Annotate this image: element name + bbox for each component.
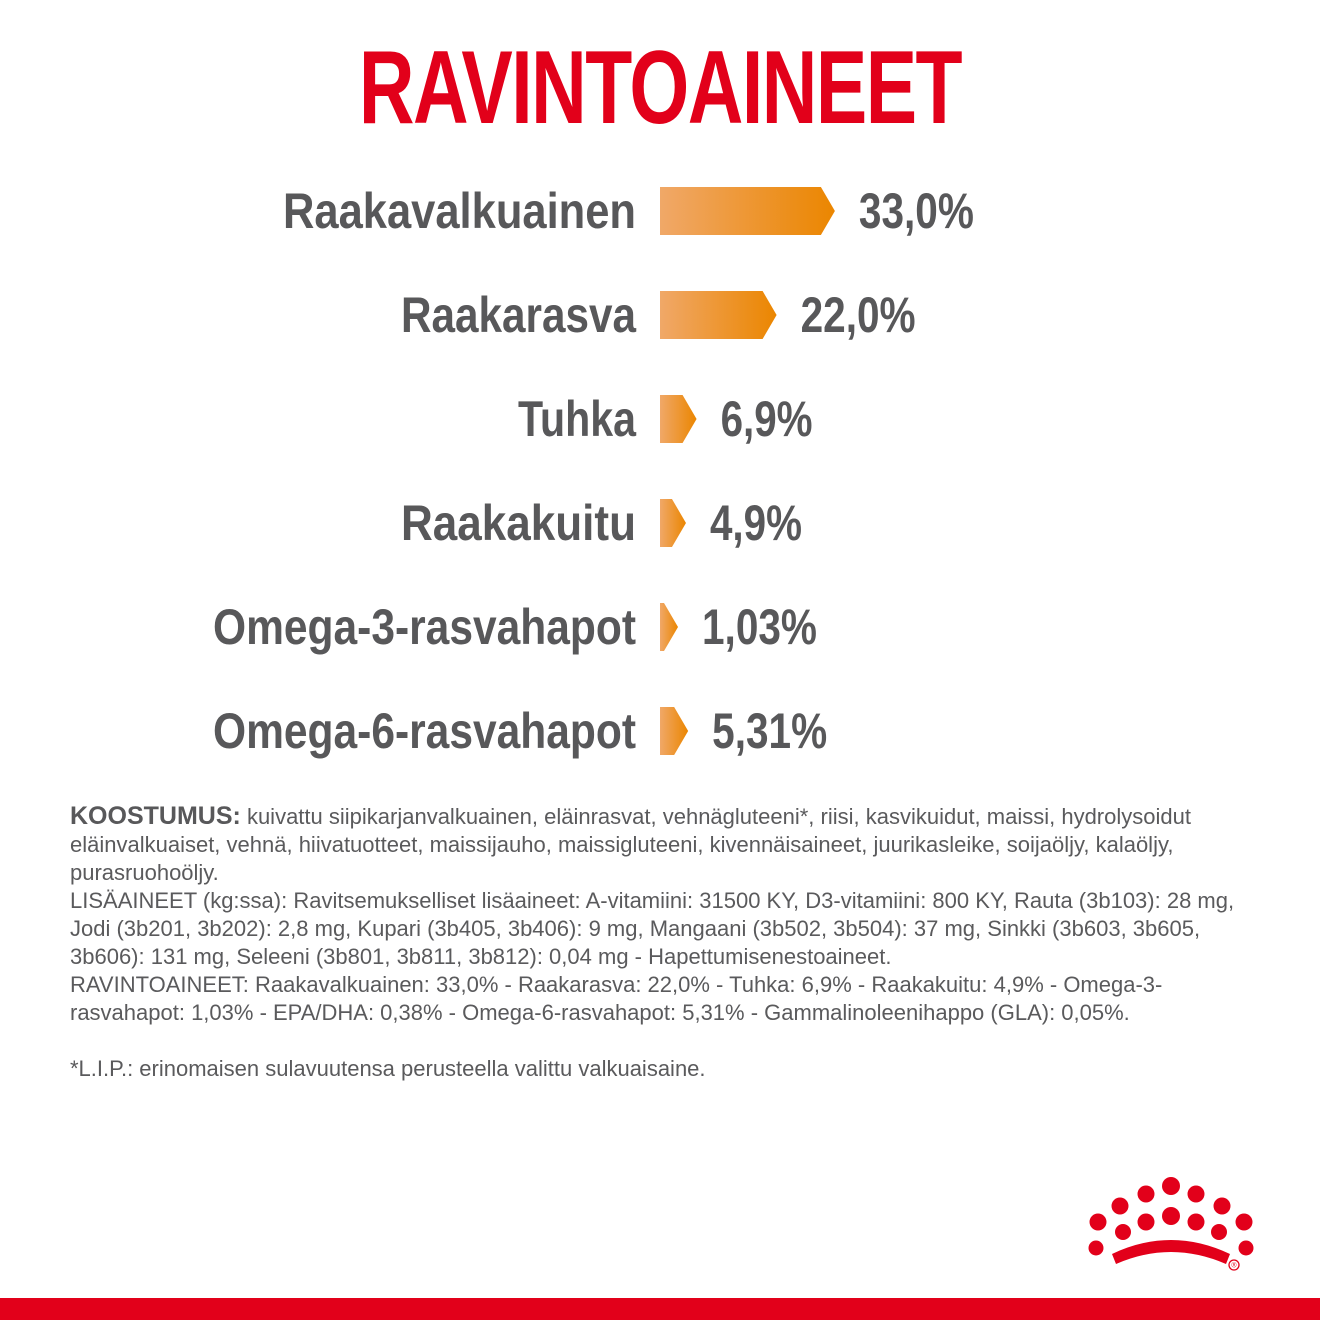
additives-paragraph: LISÄAINEET (kg:ssa): Ravitsemukselliset lisäaineet: A-vitamiini: 31500 KY, D3-vitamiini: 800 KY, Rauta (3b103): 28 mg, Jodi (3b201, 3b202): 2,8 mg, Kupari (3b405, 3b406): 9 mg, Mangaani (3b502, 3b504): 37 mg, Sinkki (3b603, 3b605, 3b606): 131 mg, Seleeni (3b801, 3b811, 3b812): 0,04 mg - Hapettumisenestoaineet.: [70, 888, 1235, 969]
logo-dot: [1089, 1241, 1104, 1256]
logo-dot: [1115, 1224, 1131, 1240]
bar: [660, 603, 678, 651]
value-label: 33,0%: [858, 183, 974, 239]
category-label: Raakakuitu: [401, 495, 636, 551]
category-label: Raakavalkuainen: [283, 183, 636, 239]
logo-dot: [1162, 1177, 1180, 1195]
bar: [660, 395, 697, 443]
page-title: RAVINTOAINEET: [358, 30, 962, 146]
nutrients-paragraph: RAVINTOAINEET: Raakavalkuainen: 33,0% - Raakarasva: 22,0% - Tuhka: 6,9% - Raakakuitu: 4,9% - Omega-3-rasvahapot: 1,03% - EPA/DHA: 0,38% - Omega-6-rasvahapot: 5,31% - Gammalinoleenihappo (GLA): 0,05%.: [70, 972, 1163, 1025]
nutrient-bar-chart: [0, 150, 1320, 780]
logo-dot: [1188, 1214, 1205, 1231]
value-label: 6,9%: [720, 391, 813, 447]
value-label: 4,9%: [709, 495, 802, 551]
royal-canin-crown-logo: [1082, 1166, 1260, 1272]
logo-registered-mark: ®: [1231, 1262, 1237, 1270]
logo-dot: [1188, 1186, 1205, 1203]
category-label: Tuhka: [518, 391, 637, 447]
bar: [660, 187, 835, 235]
composition-body: kuivattu siipikarjanvalkuainen, eläinrasvat, vehnägluteeni*, riisi, kasvikuidut, maissi, hydrolysoidut eläinvalkuaiset, vehnä, hiivatuotteet, maissijauho, maissigluteeni, kivennäisaineet, juurikasleike, soijaöljy, kalaöljy, purasruohoöljy.: [70, 804, 1191, 885]
bar: [660, 707, 688, 755]
category-label: Omega-6-rasvahapot: [213, 703, 637, 759]
logo-dot: [1138, 1186, 1155, 1203]
logo-dot: [1211, 1224, 1227, 1240]
value-label: 5,31%: [712, 703, 828, 759]
category-label: Raakarasva: [401, 287, 638, 343]
value-label: 1,03%: [702, 599, 817, 655]
logo-dot: [1236, 1214, 1253, 1231]
value-label: 22,0%: [800, 287, 916, 343]
bar: [660, 291, 777, 339]
bar: [660, 499, 686, 547]
logo-dot: [1214, 1198, 1231, 1215]
composition-text: [70, 802, 1250, 1083]
category-label: Omega-3-rasvahapot: [213, 599, 637, 655]
logo-crown-base: [1112, 1240, 1230, 1264]
logo-dot: [1162, 1207, 1180, 1225]
bottom-brand-bar: [0, 1298, 1320, 1320]
logo-dot: [1239, 1241, 1254, 1256]
logo-dot: [1138, 1214, 1155, 1231]
composition-heading: KOOSTUMUS:: [70, 802, 241, 830]
composition-paragraph: [70, 802, 1250, 887]
logo-dot: [1112, 1198, 1129, 1215]
logo-dot: [1090, 1214, 1107, 1231]
footnote: *L.I.P.: erinomaisen sulavuutensa perusteella valittu valkuaisaine.: [70, 1056, 706, 1081]
